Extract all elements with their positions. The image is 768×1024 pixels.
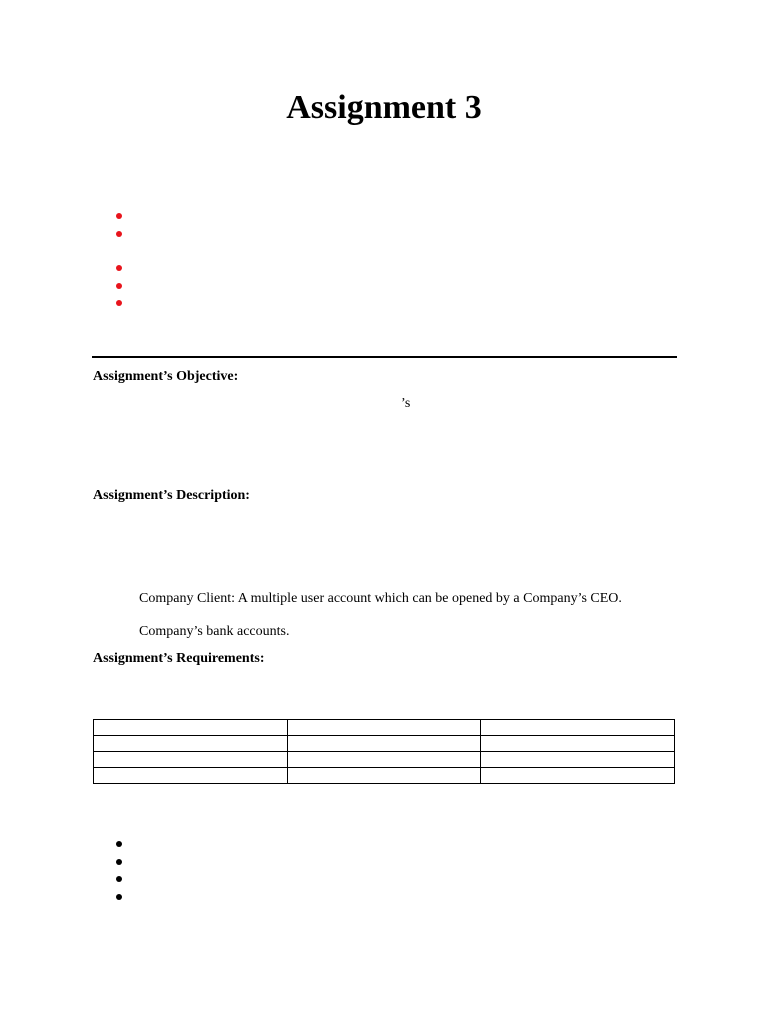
table-cell	[287, 720, 481, 736]
table-cell	[94, 736, 288, 752]
table-cell	[287, 752, 481, 768]
list-bullet	[116, 859, 122, 865]
list-bullet	[116, 213, 122, 219]
list-bullet	[116, 876, 122, 882]
bank-accounts-text: Company’s bank accounts.	[139, 624, 290, 639]
description-heading: Assignment’s Description:	[93, 488, 250, 503]
table-cell	[481, 752, 675, 768]
table-cell	[287, 736, 481, 752]
table-cell	[94, 752, 288, 768]
document-title: Assignment 3	[286, 89, 482, 126]
requirements-table	[93, 719, 675, 784]
list-bullet	[116, 841, 122, 847]
list-bullet	[116, 265, 122, 271]
list-bullet	[116, 283, 122, 289]
requirements-heading: Assignment’s Requirements:	[93, 651, 265, 666]
objective-text-fragment: ’s	[401, 396, 411, 411]
objective-heading: Assignment’s Objective:	[93, 369, 239, 384]
table-row	[94, 768, 675, 784]
table-cell	[481, 720, 675, 736]
list-bullet	[116, 231, 122, 237]
table-row	[94, 752, 675, 768]
company-client-text: Company Client: A multiple user account which can be opened by a Company’s CEO.	[139, 591, 622, 606]
table-cell	[481, 768, 675, 784]
list-bullet	[116, 300, 122, 306]
table-cell	[287, 768, 481, 784]
table-cell	[94, 720, 288, 736]
table-row	[94, 720, 675, 736]
list-bullet	[116, 894, 122, 900]
table-row	[94, 736, 675, 752]
horizontal-rule	[92, 356, 677, 358]
table-cell	[94, 768, 288, 784]
table-cell	[481, 736, 675, 752]
